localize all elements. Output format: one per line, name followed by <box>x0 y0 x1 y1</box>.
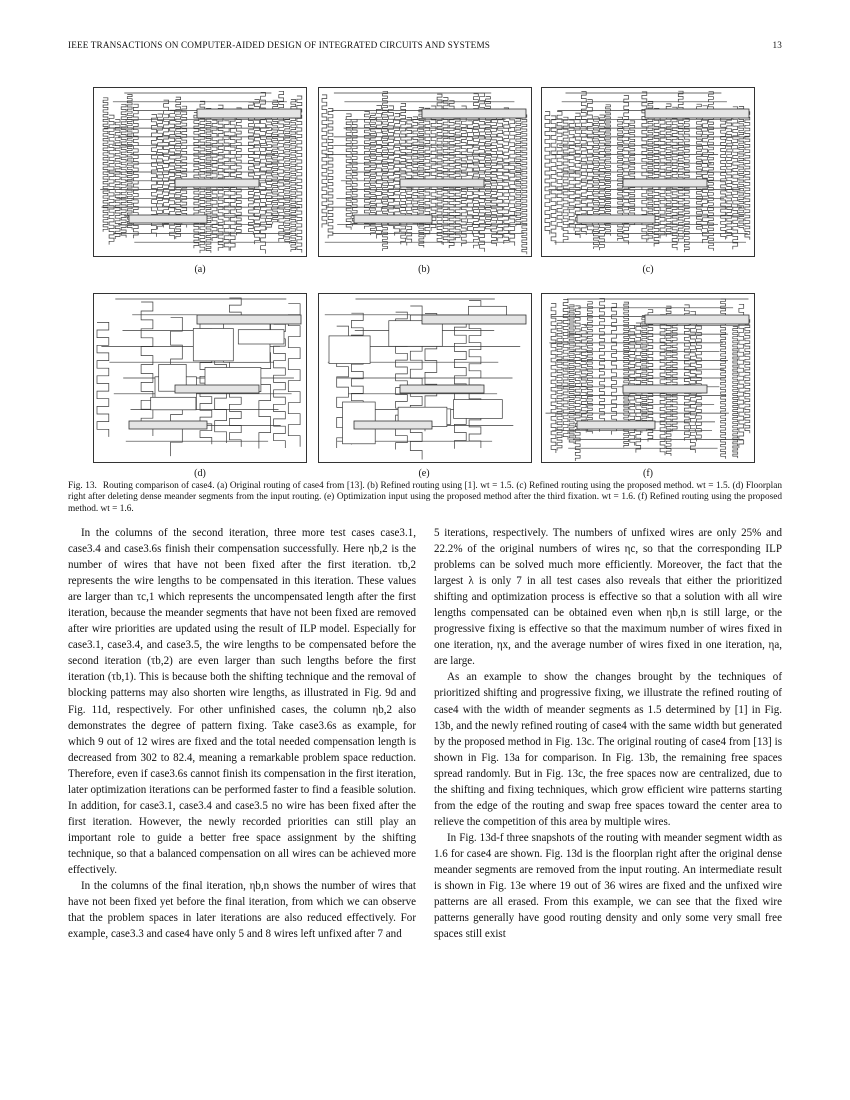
page-number: 13 <box>772 40 782 50</box>
routing-image-d <box>93 293 307 463</box>
paragraph: As an example to show the changes brought by the techniques of prioritized shifting and progressive fixing, we illustrate the refined routing of case4 with the width of meander segments as 1.5 determined by [1] in Fig. 13b, and the newly refined routing of case4 with the same width but generated by the proposed method in Fig. 13c. The original routing of case4 from [13] is shown in Fig. 13a for comparison. In Fig. 13b, the remaining free spaces spread randomly. But in Fig. 13c, the free spaces now are centralized, due to the shifting and fixing techniques, which grow efficient wire patterns starting from the edge of the routing and swap free spaces toward the center area to relieve the competition of this area by multiple wires. <box>434 671 782 828</box>
routing-image-a <box>93 87 307 257</box>
subfigure-label-b: (b) <box>418 264 430 275</box>
figure-panel-d <box>93 293 307 463</box>
journal-title: IEEE TRANSACTIONS ON COMPUTER-AIDED DESIGN OF INTEGRATED CIRCUITS AND SYSTEMS <box>68 40 491 50</box>
page-header <box>68 40 782 54</box>
figure-panel-f <box>541 293 755 463</box>
figure-caption <box>68 481 782 515</box>
routing-image-e <box>318 293 532 463</box>
right-column <box>434 525 782 942</box>
subfigure-label-f: (f) <box>643 468 653 479</box>
paragraph: In the columns of the final iteration, ηb,n shows the number of wires that have not been fixed yet before the final iteration, from which we can observe that the problem spaces in later iterations are also reduced effectively. For example, case3.3 and case4 have only 5 and 8 wires left unfixed after 7 and <box>68 880 416 941</box>
figure-number: Fig. 13. <box>68 481 97 491</box>
paragraph: In the columns of the second iteration, three more test cases case3.1, case3.4 and case3.6s finish their compensation successfully. Here ηb,2 is the number of wires that have not been fixed after the first iteration. τb,2 represents the wire lengths to be compensated in this iteration. These values are larger than τc,1 which represents the uncompensated length after the first iteration, because the meander segments that have not been fixed are removed after wire priorities are updated using the result of ILP model. Especially for case3.1, case3.4, and case3.5, the wire lengths to be compensated before the second iteration (τb,2) are even larger than such lengths before the first iteration (τb,1). This is because both the shifting technique and the removal of blocking patterns may also shorten wire lengths, as illustrated in Fig. 9d and Fig. 11d, respectively. For other unfinished cases, the column ηb,2 also demonstrates the degree of pattern fixing. Take case3.6s as example, for which 9 out of 12 wires are fixed and the total needed compensation length is decreased from 302 to 82.4, meaning a remarkable problem space reduction. Therefore, even if case3.6s cannot finish its compensation in the first iteration, later optimization iterations can be performed faster to find a feasible solution. In addition, for case3.1, case3.4 and case3.5 no wire has been fixed after the first iteration. However, the newly recorded priorities can still play an important role to guide a better free space assignment by the shifting technique, so that a balanced compensation on all wires can be achieved more effectively. <box>68 527 416 876</box>
paragraph: In Fig. 13d-f three snapshots of the routing with meander segment width as 1.6 for case4 are shown. Fig. 13d is the floorplan right after the original dense meander segments are removed from the input routing. An intermediate result is shown in Fig. 13e where 19 out of 36 wires are fixed and the unfixed wire patterns are all erased. From this example, we can see that the fixed wire patterns generally have good routing density and only some very small free spaces still exist <box>434 831 782 941</box>
routing-image-c <box>541 87 755 257</box>
subfigure-label-d: (d) <box>194 468 206 479</box>
subfigure-label-a: (a) <box>194 264 206 275</box>
paragraph: 5 iterations, respectively. The numbers of unfixed wires are only 25% and 22.2% of the original numbers of wires ηc, so that the corresponding ILP problems can be solved much more efficiently. Moreover, the fact that the largest λ is only 7 in all test cases also reveals that either the prioritized shifting and optimization process is effective so that a solution with all wire lengths compensated can be obtained even when ηb,n is still large, or the progressive fixing is effective so that the maximum number of wires fixed in one iteration, ηx, and the average number of wires fixed in one iteration, ηa, are large. <box>434 527 782 668</box>
figure-panel-b <box>318 87 532 257</box>
routing-image-f <box>541 293 755 463</box>
figure-panel-a <box>93 87 307 257</box>
routing-image-b <box>318 87 532 257</box>
left-column <box>68 525 416 942</box>
subfigure-label-e: (e) <box>418 468 430 479</box>
figure-panel-c <box>541 87 755 257</box>
subfigure-label-c: (c) <box>642 264 654 275</box>
figure-panel-e <box>318 293 532 463</box>
caption-text: Routing comparison of case4. (a) Original routing of case4 from [13]. (b) Refined routing using [1]. wt = 1.5. (c) Refined routing using the proposed method. wt = 1.5. (d) Floorplan right after deleting dense meander segments from the input routing. (e) Optimization input using the proposed method after the third fixation. wt = 1.6. (f) Refined routing using the proposed method. wt = 1.6. <box>68 481 783 514</box>
